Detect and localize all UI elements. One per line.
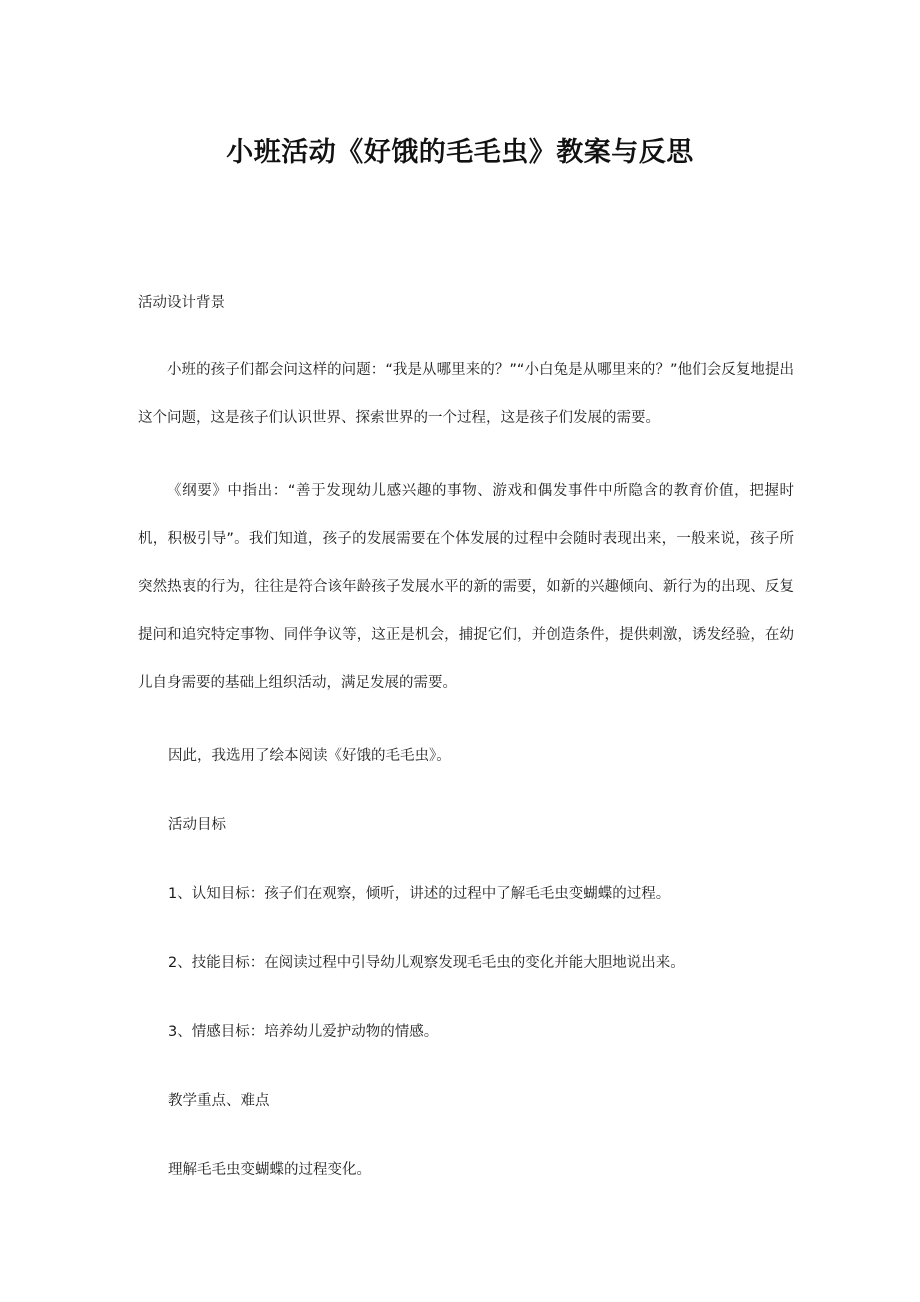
goals-heading: 活动目标	[168, 817, 226, 833]
paragraph-questions: 小班的孩子们都会问这样的问题：“我是从哪里来的？”“小白兔是从哪里来的？”他们会反复地提出这个问题，这是孩子们认识世界、探索世界的一个过程，这是孩子们发展的需要。	[138, 362, 794, 426]
goal-cognitive: 1、认知目标：孩子们在观察，倾听，讲述的过程中了解毛毛虫变蝴蝶的过程。	[168, 886, 671, 902]
goal-emotion: 3、情感目标：培养幼儿爱护动物的情感。	[168, 1024, 439, 1040]
key-points-heading: 教学重点、难点	[168, 1093, 270, 1109]
key-points-text: 理解毛毛虫变蝴蝶的过程变化。	[168, 1162, 371, 1178]
paragraph-conclusion: 因此，我选用了绘本阅读《好饿的毛毛虫》。	[168, 748, 451, 764]
page-title: 小班活动《好饿的毛毛虫》教案与反思	[226, 137, 694, 168]
paragraph-guidelines: 《纲要》中指出：“善于发现幼儿感兴趣的事物、游戏和偶发事件中所隐含的教育价值，把握时机，积极引导”。我们知道，孩子的发展需要在个体发展的过程中会随时表现出来，一般来说，孩子所突然热衷的行为，往往是符合该年龄孩子发展水平的新的需要，如新的兴趣倾向、新行为的出现、反复提问和追究特定事物、同伴争议等，这正是机会，捕捉它们，并创造条件，提供刺激，诱发经验，在幼儿自身需要的基础上组织活动，满足发展的需要。	[138, 483, 794, 691]
background-heading: 活动设计背景	[138, 295, 225, 311]
goal-skill: 2、技能目标：在阅读过程中引导幼儿观察发现毛毛虫的变化并能大胆地说出来。	[168, 955, 685, 971]
